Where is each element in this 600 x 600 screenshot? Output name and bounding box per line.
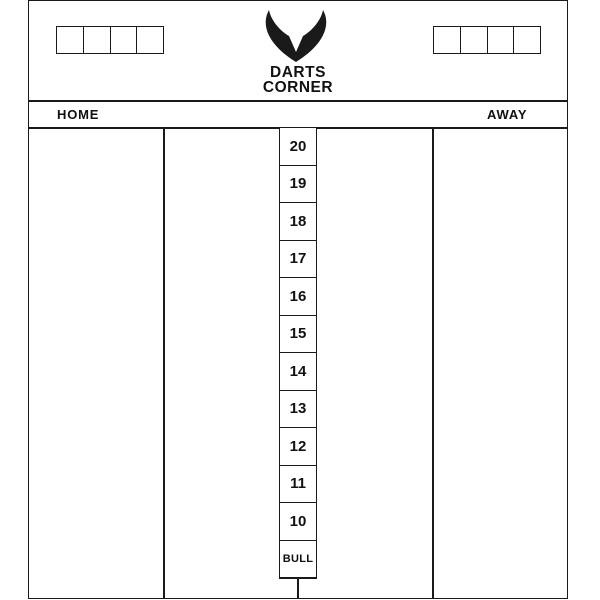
- number-cell-20: 20: [280, 128, 316, 166]
- brand-name-line2: CORNER: [262, 79, 334, 96]
- away-score-box[interactable]: [434, 27, 461, 53]
- home-score-box[interactable]: [137, 27, 163, 53]
- brand-name-line1: DARTS: [270, 64, 326, 81]
- center-divider-stub: [297, 578, 299, 599]
- home-label: HOME: [57, 107, 100, 122]
- home-score-box[interactable]: [111, 27, 138, 53]
- number-cell-19: 19: [280, 166, 316, 204]
- away-score-box[interactable]: [514, 27, 540, 53]
- number-cell-11: 11: [280, 466, 316, 504]
- away-column-divider: [432, 127, 434, 599]
- number-cell-16: 16: [280, 278, 316, 316]
- home-column-divider: [163, 127, 165, 599]
- number-cell-12: 12: [280, 428, 316, 466]
- number-cell-18: 18: [280, 203, 316, 241]
- darts-corner-logo-icon: [261, 6, 331, 64]
- number-cell-13: 13: [280, 391, 316, 429]
- away-score-box[interactable]: [488, 27, 515, 53]
- number-cell-14: 14: [280, 353, 316, 391]
- header-divider-top: [28, 100, 568, 102]
- number-column: [279, 128, 317, 579]
- number-cell-bull: BULL: [280, 541, 316, 579]
- number-cell-10: 10: [280, 503, 316, 541]
- number-cell-17: 17: [280, 241, 316, 279]
- home-score-box[interactable]: [84, 27, 111, 53]
- away-label: AWAY: [487, 107, 528, 122]
- away-score-boxes: [433, 26, 541, 54]
- home-score-box[interactable]: [57, 27, 84, 53]
- away-score-box[interactable]: [461, 27, 488, 53]
- home-score-boxes: [56, 26, 164, 54]
- number-cell-15: 15: [280, 316, 316, 354]
